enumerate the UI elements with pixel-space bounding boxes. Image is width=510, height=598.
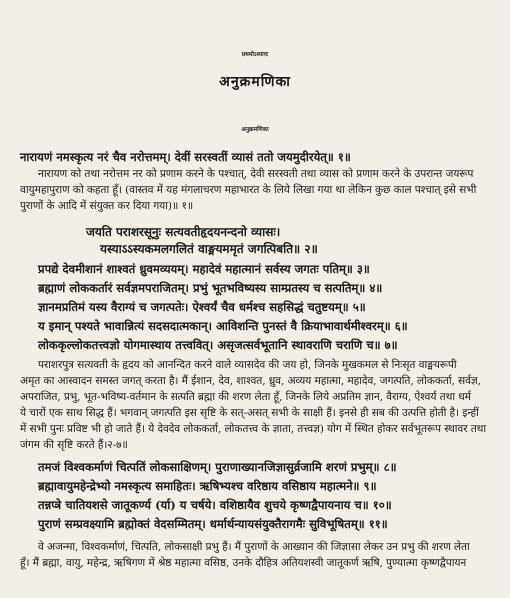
prose-line: हूँ। मैं ब्रह्मा, वायु, महेन्द्र, ऋषिगण में श्रेष्ठ महात्मा वसिष्ठ, उनके दौहित्र अतियशस्वी जातूकर्ण ऋषि, पुण्यात्मा कृष्णद्वैपायन [20, 557, 467, 569]
chapter-heading: प्रथमोऽध्यायः [241, 52, 269, 58]
verse-3-line: ब्रह्माणं लोककर्तारं सर्वज्ञमपराजितम्। प्रभुं भूतभविष्यस्य साम्प्रतस्य च सत्पतिम्॥ ४॥ [38, 281, 383, 295]
verse-3-line: प्रपद्ये देवमीशानं शाश्वतं ध्रुवमव्ययम्। महादेवं महात्मानं सर्वस्य जगतः पतिम्॥ ३॥ [38, 262, 370, 276]
verse-2-line: जयति पराशरसूनुः सत्यवतीहृदयनन्दनो व्यासः। [86, 225, 281, 239]
verse-3-line: ज्ञानमप्रतिमं यस्य वैराग्यं च जगत्पतेः। ऐश्वर्यं चैव धर्मश्च सहसिद्धं चतुष्टयम्॥ ५॥ [38, 300, 366, 314]
verse-3-line: लोककृल्लोकतत्त्वज्ञो योगमास्थाय तत्त्ववित्। असृजत्सर्वभूतानि स्थावराणि चराणि च॥ ७॥ [38, 338, 398, 352]
verse-4-line: ब्रह्मावायुमहेन्द्रेभ्यो नमस्कृत्य समाहितः। ऋषिभ्यश्च वरिष्ठाय वसिष्ठाय महात्मने॥ ९॥ [38, 479, 377, 493]
prose-line: पुराणों के आदि में संयुक्त कर दिया गया)॥ १॥ [20, 200, 194, 212]
prose-line: ये चारों एक साथ सिद्ध हैं। भगवान् जगत्पति इस सृष्टि के सत्-असत् सभी के साक्षी हैं। इनसे ही सब की उत्पत्ति होती है। इन्हीं [20, 407, 479, 419]
prose-line: में सभी पुनः प्रविष्ट भी हो जाते हैं। ये देवदेव लोककर्ता, लोकतत्त्व के ज्ञाता, तत्त्वज्ञ) योग में स्थित होकर सर्वभूतरूप स्थावर तथा [20, 423, 487, 435]
verse-2-line: यस्याऽऽस्यकमलगलितं वाङ्मयममृतं जगत्पिबति॥ २॥ [100, 242, 318, 256]
prose-line: नारायण को तथा नरोत्तम नर को प्रणाम करने के पश्चात्, देवी सरस्वती तथा व्यास को प्रणाम करने के उपरान्त जयरूप [38, 168, 474, 180]
prose-line: अमृत का आस्वादन समस्त जगत् करता है। मैं ईशान, देव, शाश्वत, ध्रुव, अव्यय महात्मा, महादेव, जगत्पति, लोककर्ता, सर्वज्ञ, [20, 375, 481, 387]
page-title: अनुक्रमणिका [219, 74, 291, 90]
section-heading: अनुक्रमणिका [241, 127, 269, 133]
prose-line: अपराजित, प्रभु, भूत-भविष्य-वर्तमान के सत्पति ब्रह्मा की शरण लेता हूँ, जिनके लिये अप्रतिम ज्ञान, वैराग्य, ऐश्वर्य तथा धर्म [20, 391, 471, 403]
verse-1: नारायणं नमस्कृत्य नरं चैव नरोत्तमम्। देवीं सरस्वतीं व्यासं ततो जयमुदीरयेत्॥ १॥ [20, 150, 351, 164]
prose-line: पराशरपुत्र सत्यवती के हृदय को आनन्दित करने वाले व्यासदेव की जय हो, जिनके मुखकमल से निःसृत वाङ्मयरूपी [38, 359, 457, 371]
prose-line: जंगम की सृष्टि करते हैं।२-७॥ [20, 439, 128, 451]
verse-4-line: तमजं विश्वकर्माणं चित्पतिं लोकसाक्षिणम्। पुराणाख्यानजिज्ञासुर्व्रजामि शरणं प्रभुम्॥ ८॥ [38, 460, 397, 474]
verse-3-line: य इमान् पश्यते भावान्नित्यं सदसदात्मकान्। आविशन्ति पुनस्तं वै क्रियाभावार्थमीश्वरम्॥ ६॥ [38, 319, 408, 333]
verse-4-line: तन्नप्त्रे चातियशसे जातूकर्ण्य (र्या) य चर्षये। वशिष्ठायैव शुचये कृष्णद्वैपायनाय च॥ १०॥ [38, 498, 392, 512]
prose-line: वे अजन्मा, विश्वकर्माणं, चित्पति, लोकसाक्षी प्रभु हैं। मैं पुराणों के आख्यान की जिज्ञासा लेकर उन प्रभु की शरण लेता [38, 541, 470, 553]
verse-4-line: पुराणं सम्प्रवक्ष्यामि ब्रह्मोक्तं वेदसम्मितम्। धर्मार्थन्यायसंयुक्तैरागमैः सुविभूषितम्॥ ११॥ [38, 517, 388, 531]
prose-line: वायुमहापुराण को कहता हूँ। (वास्तव में यह मंगलाचरण महाभारत के लिये लिखा गया था लेकिन कुछ काल पश्चात् इसे सभी [20, 184, 477, 196]
